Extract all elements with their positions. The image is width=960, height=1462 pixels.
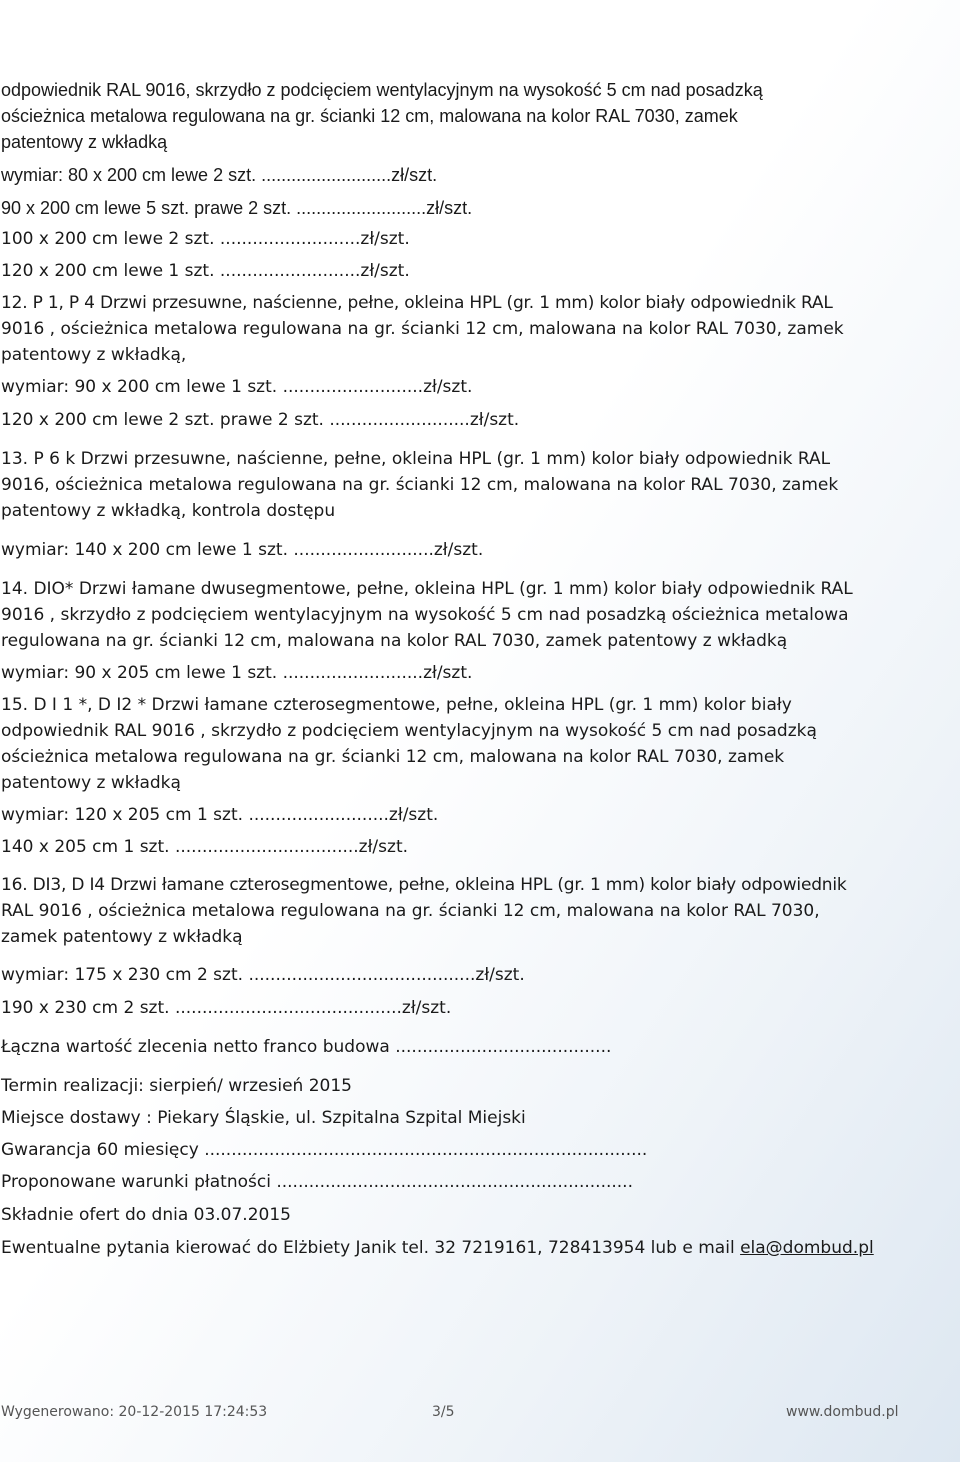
text-line: odpowiednik RAL 9016, skrzydło z podcięciem wentylacyjnym na wysokość 5 cm nad posadzką: [1, 80, 763, 100]
text-line: 9016 , ościeżnica metalowa regulowana na gr. ścianki 12 cm, malowana na kolor RAL 7030, zamek: [1, 319, 844, 339]
text-line: Łączna wartość zlecenia netto franco budowa ........................................: [1, 1037, 612, 1057]
text-line: Termin realizacji: sierpień/ wrzesień 2015: [1, 1076, 352, 1096]
text-line: ościeżnica metalowa regulowana na gr. ścianki 12 cm, malowana na kolor RAL 7030, zamek: [1, 747, 785, 767]
site-url: www.dombud.pl: [786, 1404, 899, 1420]
text-line: 9016, ościeżnica metalowa regulowana na gr. ścianki 12 cm, malowana na kolor RAL 7030, zamek: [1, 475, 839, 495]
text-line: wymiar: 80 x 200 cm lewe 2 szt. ..........................zł/szt.: [1, 165, 438, 185]
contact-text: Ewentualne pytania kierować do Elżbiety Janik tel. 32 7219161, 728413954 lub e mail: [1, 1238, 741, 1258]
text-line: patentowy z wkładką,: [1, 345, 187, 365]
text-line: regulowana na gr. ścianki 12 cm, malowana na kolor RAL 7030, zamek patentowy z wkładką: [1, 631, 788, 651]
text-line: 120 x 200 cm lewe 1 szt. ..........................zł/szt.: [1, 261, 410, 281]
text-line: 120 x 200 cm lewe 2 szt. prawe 2 szt. ..........................zł/szt.: [1, 410, 520, 430]
text-line: 13. P 6 k Drzwi przesuwne, naścienne, pełne, okleina HPL (gr. 1 mm) kolor biały odpowiednik RAL: [1, 449, 831, 469]
email-link[interactable]: ela@dombud.pl: [740, 1238, 874, 1258]
text-line: wymiar: 90 x 205 cm lewe 1 szt. ..........................zł/szt.: [1, 663, 473, 683]
text-line: 16. DI3, D I4 Drzwi łamane czterosegmentowe, pełne, okleina HPL (gr. 1 mm) kolor biały odpowiednik: [1, 875, 847, 895]
text-line: odpowiednik RAL 9016 , skrzydło z podcięciem wentylacyjnym na wysokość 5 cm nad posadzką: [1, 721, 817, 741]
text-line: Gwarancja 60 miesięcy ..................................................................................: [1, 1140, 648, 1160]
text-line: wymiar: 120 x 205 cm 1 szt. ..........................zł/szt.: [1, 805, 439, 825]
text-line: Proponowane warunki płatności ..................................................................: [1, 1172, 633, 1192]
text-line: 12. P 1, P 4 Drzwi przesuwne, naścienne, pełne, okleina HPL (gr. 1 mm) kolor biały odpowiednik RAL: [1, 293, 833, 313]
text-line: 100 x 200 cm lewe 2 szt. ..........................zł/szt.: [1, 229, 410, 249]
generated-timestamp: Wygenerowano: 20-12-2015 17:24:53: [1, 1404, 268, 1420]
text-line: patentowy z wkładką: [1, 132, 168, 152]
text-line: RAL 9016 , ościeżnica metalowa regulowana na gr. ścianki 12 cm, malowana na kolor RAL 7030,: [1, 901, 820, 921]
contact-line: [1, 1235, 874, 1261]
page-number: 3/5: [432, 1404, 455, 1420]
text-line: patentowy z wkładką: [1, 773, 181, 793]
text-line: 14. DIO* Drzwi łamane dwusegmentowe, pełne, okleina HPL (gr. 1 mm) kolor biały odpowiednik RAL: [1, 579, 853, 599]
text-line: 190 x 230 cm 2 szt. ..........................................zł/szt.: [1, 998, 452, 1018]
text-line: wymiar: 175 x 230 cm 2 szt. ..........................................zł/szt.: [1, 965, 525, 985]
page-footer: [0, 1400, 960, 1424]
text-line: patentowy z wkładką, kontrola dostępu: [1, 501, 336, 521]
text-line: 90 x 200 cm lewe 5 szt. prawe 2 szt. ..........................zł/szt.: [1, 198, 473, 218]
text-line: Miejsce dostawy : Piekary Śląskie, ul. Szpitalna Szpital Miejski: [1, 1108, 526, 1128]
text-line: 140 x 205 cm 1 szt. ..................................zł/szt.: [1, 837, 409, 857]
text-line: 15. D I 1 *, D I2 * Drzwi łamane czterosegmentowe, pełne, okleina HPL (gr. 1 mm) kolor biały: [1, 695, 792, 715]
text-line: wymiar: 90 x 200 cm lewe 1 szt. ..........................zł/szt.: [1, 377, 473, 397]
text-line: zamek patentowy z wkładką: [1, 927, 243, 947]
text-line: Składnie ofert do dnia 03.07.2015: [1, 1205, 291, 1225]
text-line: 9016 , skrzydło z podcięciem wentylacyjnym na wysokość 5 cm nad posadzką ościeżnica metalowa: [1, 605, 849, 625]
text-line: wymiar: 140 x 200 cm lewe 1 szt. ..........................zł/szt.: [1, 540, 484, 560]
text-line: ościeżnica metalowa regulowana na gr. ścianki 12 cm, malowana na kolor RAL 7030, zamek: [1, 106, 738, 126]
